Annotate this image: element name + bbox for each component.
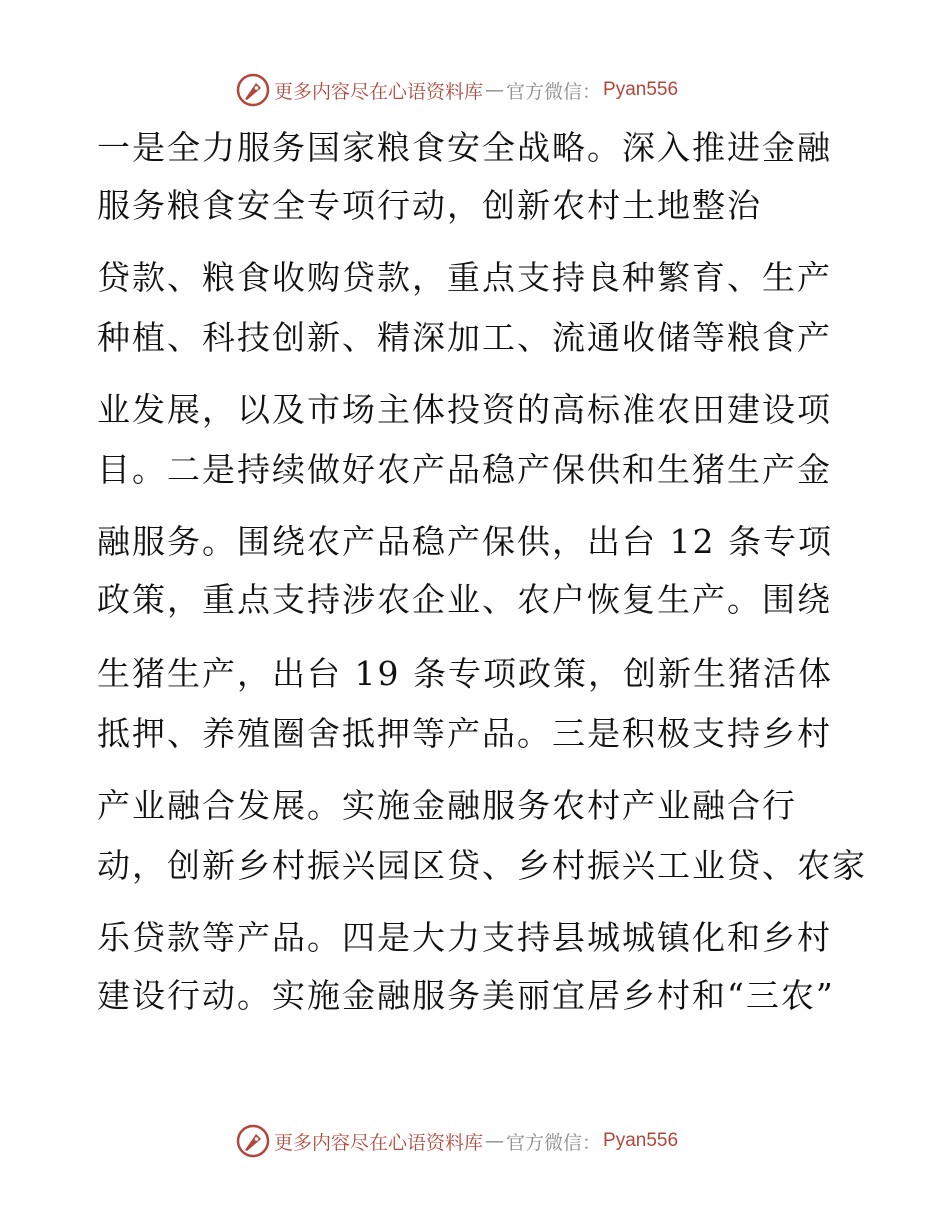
header-watermark <box>236 73 678 107</box>
text-line: 贷款、粮食收购贷款，重点支持良种繁育、生产 <box>97 258 832 297</box>
footer-watermark <box>236 1124 678 1158</box>
text-line: 目。二是持续做好农产品稳产保供和生猪生产金 <box>97 450 832 489</box>
text-line: 种植、科技创新、精深加工、流通收储等粮食产 <box>97 318 832 357</box>
watermark-wechat-label: 官方微信： <box>506 1131 602 1154</box>
watermark-wechat-id: Pyan556 <box>603 79 679 100</box>
text-line: 融服务。围绕农产品稳产保供，出台 12 条专项 <box>97 522 833 561</box>
text-line: 产业融合发展。实施金融服务农村产业融合行 <box>97 786 797 825</box>
watermark-wechat-id: Pyan556 <box>603 1130 679 1151</box>
pen-nib-circle-icon <box>236 1124 270 1158</box>
watermark-dash: — <box>485 1130 505 1152</box>
text-line: 动，创新乡村振兴园区贷、乡村振兴工业贷、农家 <box>97 846 867 885</box>
watermark-dash: — <box>485 79 505 101</box>
text-line: 一是全力服务国家粮食安全战略。深入推进金融 <box>97 128 832 167</box>
text-line: 建设行动。实施金融服务美丽宜居乡村和“三农” <box>97 976 835 1015</box>
text-line: 乐贷款等产品。四是大力支持县城城镇化和乡村 <box>97 918 832 957</box>
text-line: 服务粮食安全专项行动，创新农村土地整治 <box>97 186 762 225</box>
text-line: 生猪生产，出台 19 条专项政策，创新生猪活体 <box>97 654 833 693</box>
text-line: 政策，重点支持涉农企业、农户恢复生产。围绕 <box>97 580 832 619</box>
text-line: 抵押、养殖圈舍抵押等产品。三是积极支持乡村 <box>97 714 832 753</box>
pen-nib-circle-icon <box>236 73 270 107</box>
watermark-text: 更多内容尽在心语资料库 <box>274 1131 484 1154</box>
text-line: 业发展，以及市场主体投资的高标准农田建设项 <box>97 390 832 429</box>
watermark-wechat-label: 官方微信： <box>506 80 602 103</box>
watermark-text: 更多内容尽在心语资料库 <box>274 80 484 103</box>
